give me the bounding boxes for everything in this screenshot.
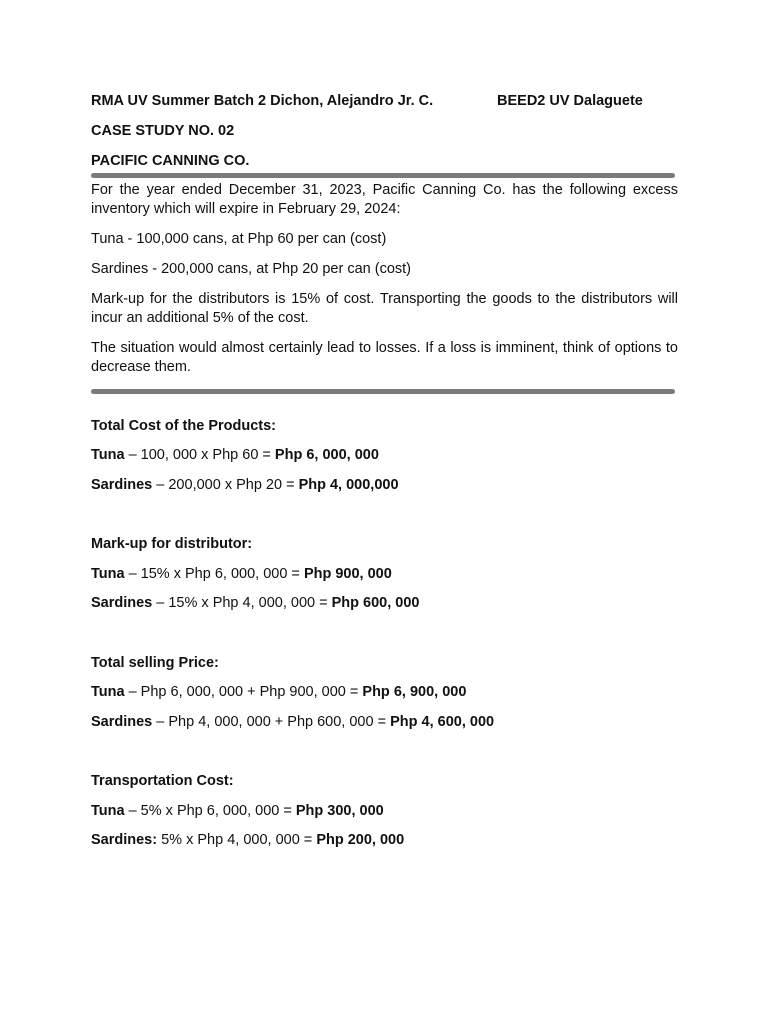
total-cost-heading: Total Cost of the Products: [91,418,277,434]
problem-intro: For the year ended December 31, 2023, Pacific Canning Co. has the following excess inventory which will expire in February 29, 2024: [91,182,678,217]
total-cost-sardines-result: Php 4, 000,000 [298,477,399,493]
problem-tuna: Tuna - 100,000 cans, at Php 60 per can (cost) [91,231,387,247]
selling-price-tuna-formula: – Php 6, 000, 000 + Php 900, 000 = [124,684,363,700]
problem-markup: Mark-up for the distributors is 15% of cost. Transporting the goods to the distributors will incur an additional 5% of the cost. [91,291,678,326]
markup-sardines-row [91,594,419,612]
selling-price-sardines-formula: – Php 4, 000, 000 + Php 600, 000 = [152,714,391,730]
total-cost-tuna-label: Tuna [91,447,125,463]
transport-tuna-result: Php 300, 000 [295,803,384,819]
selling-price-tuna-row [91,683,466,701]
selling-price-tuna-result: Php 6, 900, 000 [362,684,467,700]
problem-situation: The situation would almost certainly lead to losses. If a loss is imminent, think of options to decrease them. [91,340,678,375]
markup-sardines-label: Sardines [91,595,153,611]
problem-sardines: Sardines - 200,000 cans, at Php 20 per can (cost) [91,261,411,277]
markup-heading: Mark-up for distributor: [91,536,253,552]
transport-tuna-row [91,802,384,820]
markup-tuna-result: Php 900, 000 [303,566,392,582]
top-divider [91,173,675,178]
selling-price-sardines-result: Php 4, 600, 000 [390,714,495,730]
transport-sardines-formula: 5% x Php 4, 000, 000 = [157,832,317,848]
total-cost-sardines-label: Sardines [91,477,153,493]
total-cost-sardines-row [91,476,399,494]
markup-tuna-formula: – 15% x Php 6, 000, 000 = [124,566,304,582]
header-course-info: BEED2 UV Dalaguete [497,93,643,109]
markup-sardines-result: Php 600, 000 [331,595,420,611]
transport-tuna-label: Tuna [91,803,125,819]
transport-heading: Transportation Cost: [91,773,234,789]
transport-sardines-result: Php 200, 000 [316,832,405,848]
transport-sardines-row [91,831,404,849]
transport-sardines-label: Sardines: [91,832,158,848]
selling-price-heading: Total selling Price: [91,655,219,671]
total-cost-sardines-formula: – 200,000 x Php 20 = [152,477,299,493]
total-cost-tuna-row [91,446,379,464]
case-study-title: CASE STUDY NO. 02 [91,123,235,139]
selling-price-sardines-label: Sardines [91,714,153,730]
selling-price-sardines-row [91,713,494,731]
selling-price-tuna-label: Tuna [91,684,125,700]
markup-tuna-label: Tuna [91,566,125,582]
markup-tuna-row [91,565,392,583]
company-name: PACIFIC CANNING CO. [91,153,250,169]
bottom-divider [91,389,675,394]
header-student-info: RMA UV Summer Batch 2 Dichon, Alejandro Jr. C. [91,93,434,109]
transport-tuna-formula: – 5% x Php 6, 000, 000 = [124,803,296,819]
total-cost-tuna-result: Php 6, 000, 000 [274,447,379,463]
total-cost-tuna-formula: – 100, 000 x Php 60 = [124,447,275,463]
markup-sardines-formula: – 15% x Php 4, 000, 000 = [152,595,332,611]
